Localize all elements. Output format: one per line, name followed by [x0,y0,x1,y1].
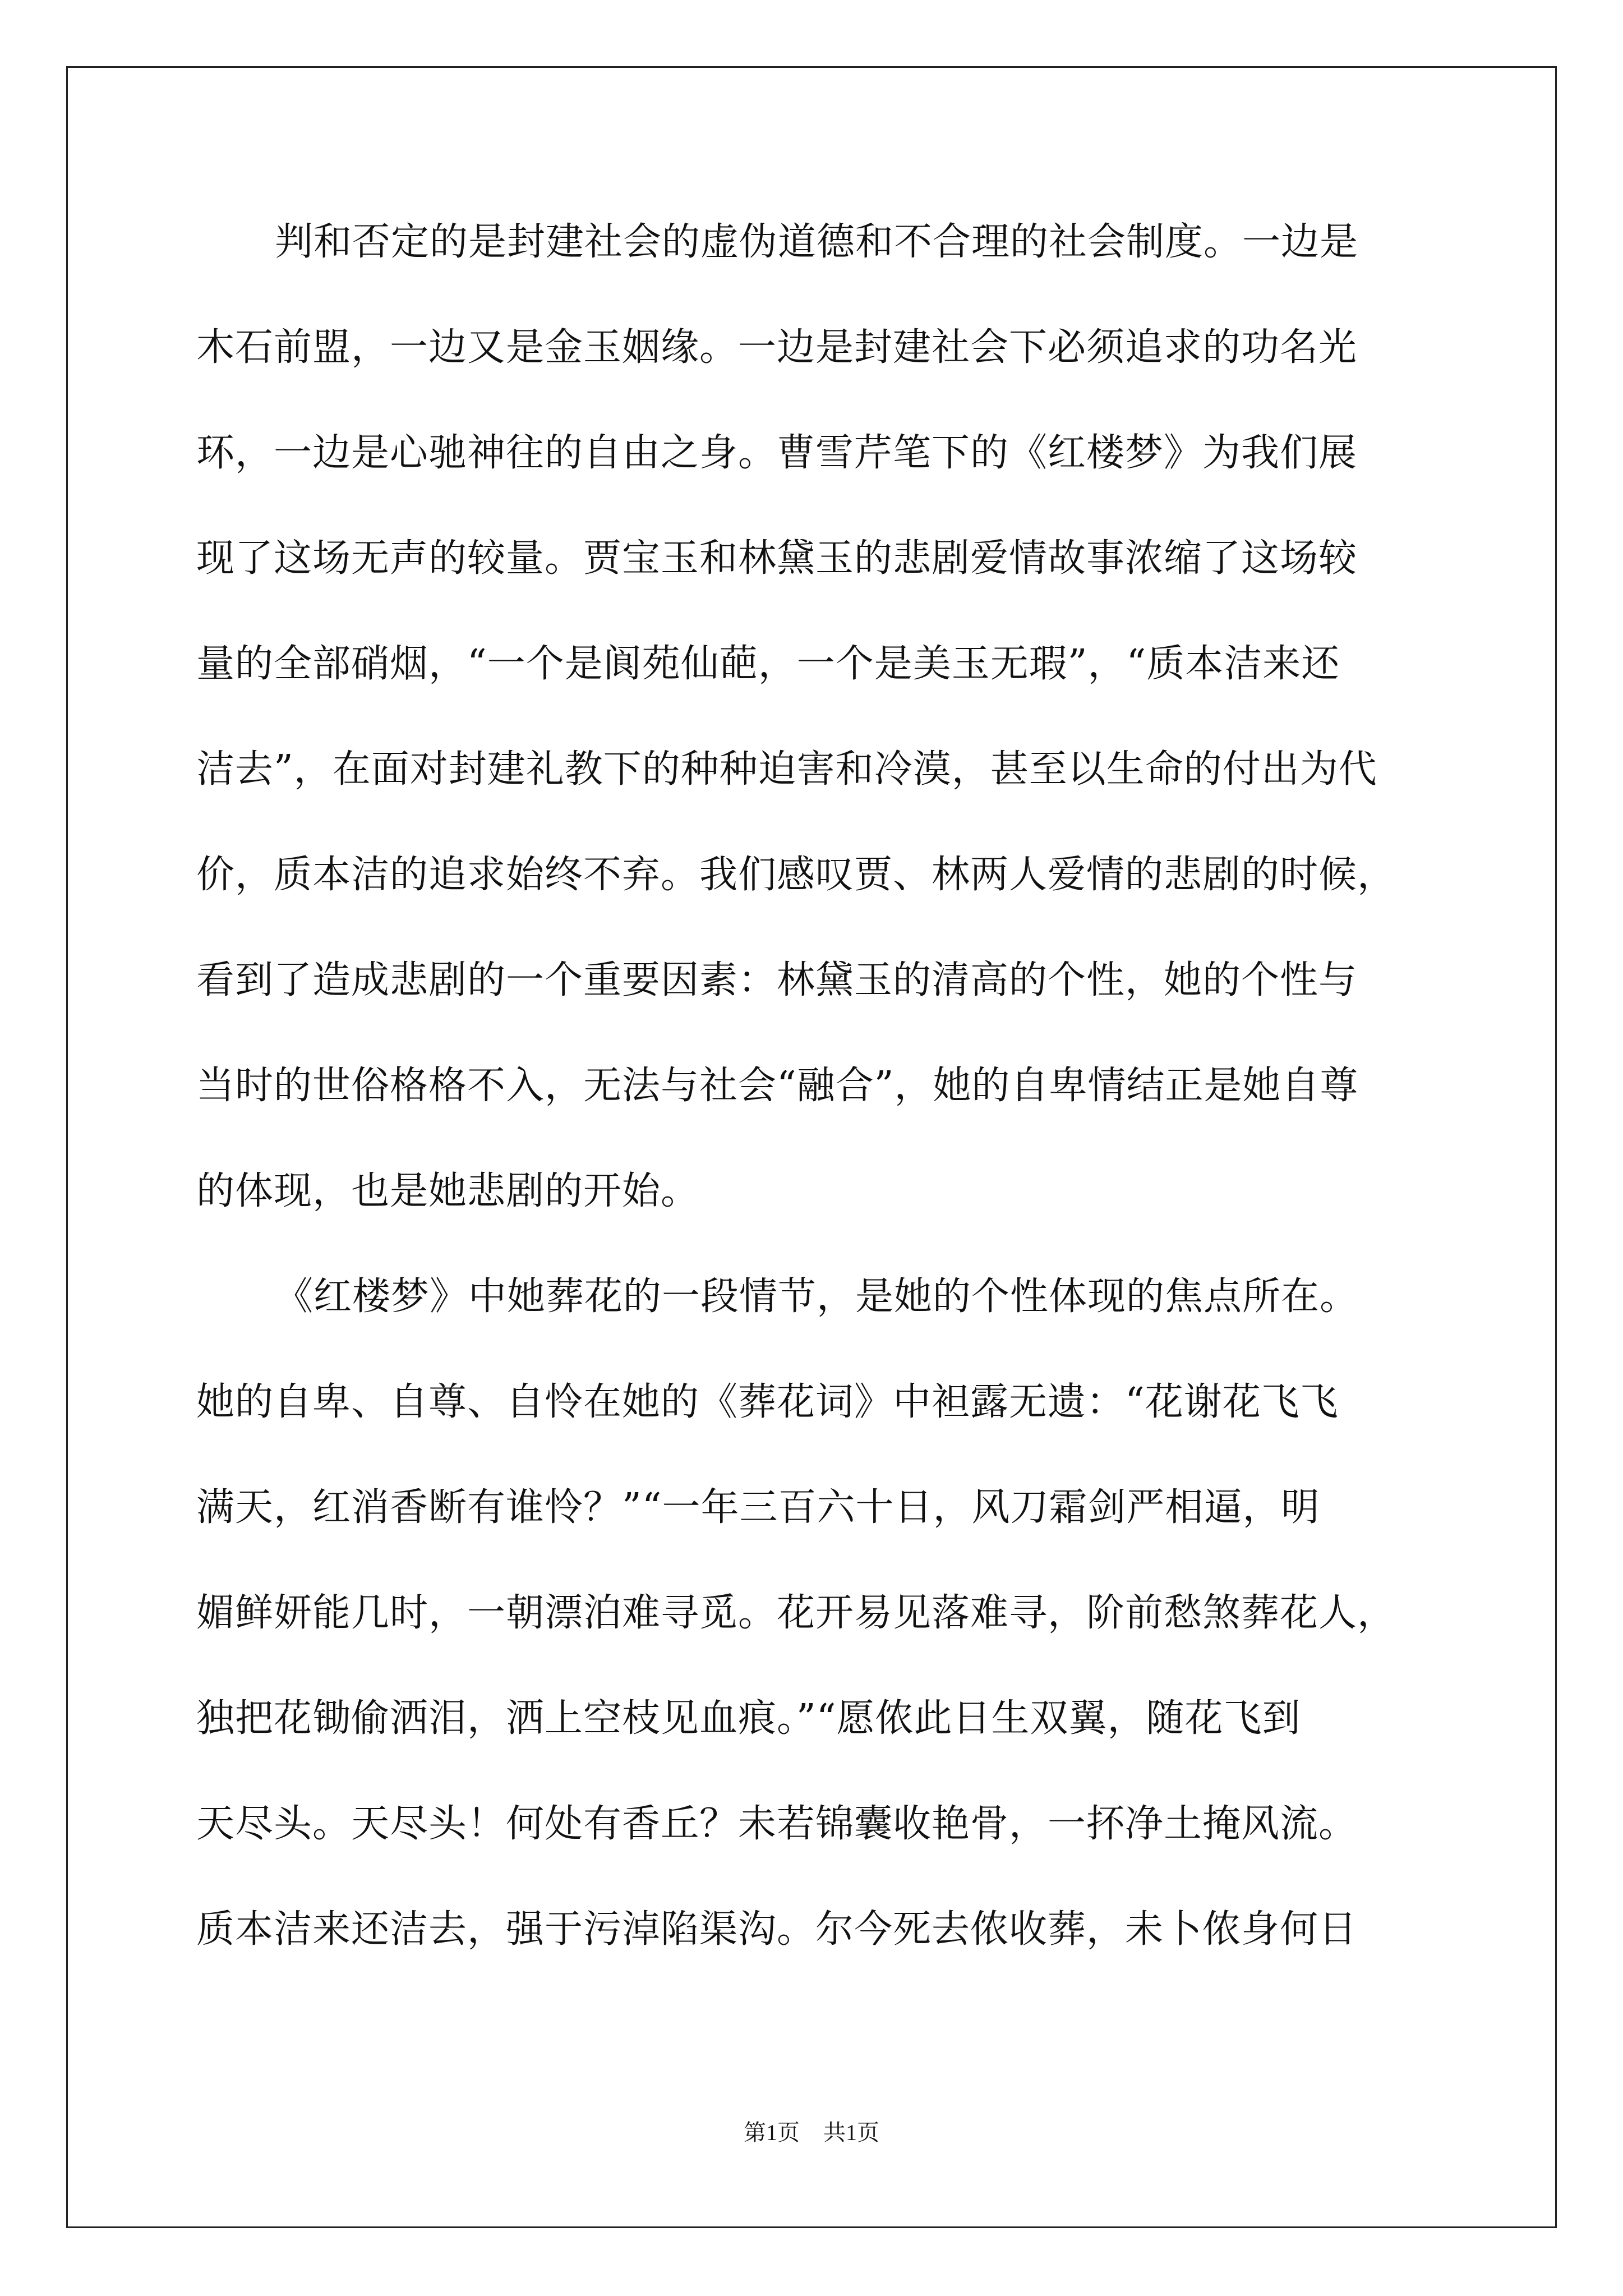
paragraph-2 [196,1269,1447,2007]
text-line: 天尽头。天尽头！何处有香丘？未若锦囊收艳骨，一抔净土掩风流。 [196,1802,1358,1846]
document-body [196,214,1447,2007]
paragraph-1 [196,214,1447,1269]
text-line: 量的全部硝烟，“一个是阆苑仙葩，一个是美玉无瑕”，“质本洁来还 [196,642,1340,686]
text-line: 木石前盟，一边又是金玉姻缘。一边是封建社会下必须追求的功名光 [196,325,1358,370]
page-number: 第1页 [744,2120,800,2145]
text-line: 看到了造成悲剧的一个重要因素：林黛玉的清高的个性，她的个性与 [196,958,1358,1002]
text-line: 当时的世俗格格不入，无法与社会“融合”，她的自卑情结正是她自尊 [196,1064,1359,1108]
text-line: 判和否定的是封建社会的虚伪道德和不合理的社会制度。一边是 [275,220,1359,264]
text-line: 《红楼梦》中她葬花的一段情节，是她的个性体现的焦点所在。 [275,1274,1359,1319]
page-total: 共1页 [823,2120,879,2145]
text-line: 她的自卑、自尊、自怜在她的《葬花词》中袒露无遗：“花谢花飞飞 [196,1380,1339,1424]
text-line: 独把花锄偷洒泪，洒上空枝见血痕。”“愿侬此日生双翼，随花飞到 [196,1696,1301,1741]
text-line: 质本洁来还洁去，强于污淖陷渠沟。尔今死去侬收葬，未卜侬身何日 [196,1907,1358,1952]
text-line: 洁去”，在面对封建礼教下的种种迫害和冷漠，甚至以生命的付出为代 [196,747,1377,792]
page-footer [0,2115,1623,2147]
text-line: 媚鲜妍能几时，一朝漂泊难寻觅。花开易见落难寻，阶前愁煞葬花人， [196,1591,1396,1635]
text-line: 的体现，也是她悲剧的开始。 [196,1169,700,1213]
text-line: 价，质本洁的追求始终不弃。我们感叹贾、林两人爱情的悲剧的时候， [196,853,1396,897]
text-line: 现了这场无声的较量。贾宝玉和林黛玉的悲剧爱情故事浓缩了这场较 [196,536,1358,581]
text-line: 满天，红消香断有谁怜？”“一年三百六十日，风刀霜剑严相逼，明 [196,1485,1320,1530]
text-line: 环，一边是心驰神往的自由之身。曹雪芹笔下的《红楼梦》为我们展 [196,431,1358,475]
